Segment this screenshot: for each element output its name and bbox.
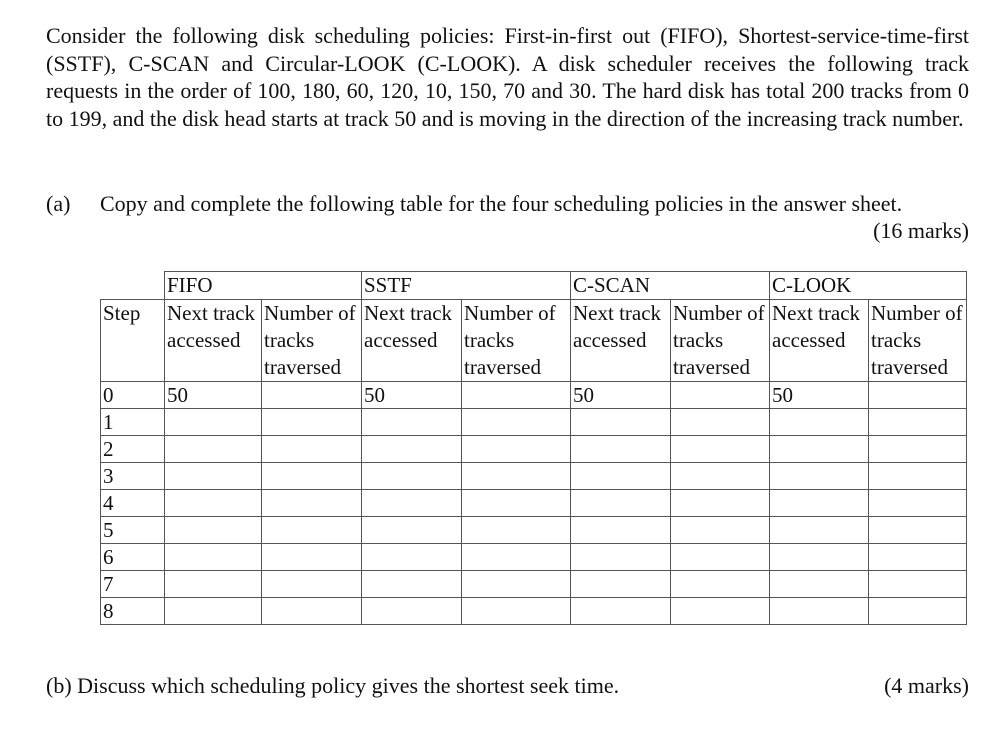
part-a-label: (a): [46, 191, 71, 216]
table-cell: [462, 436, 571, 463]
table-cell: [165, 490, 262, 517]
table-cell: [571, 598, 671, 625]
table-cell: [671, 598, 770, 625]
table-row: [101, 490, 967, 517]
table-cell: [770, 436, 869, 463]
scheduling-table: [100, 271, 967, 625]
table-cell: [671, 517, 770, 544]
cscan-next-header: Next track accessed: [571, 300, 671, 382]
table-cell: [671, 409, 770, 436]
clook-next-header: Next track accessed: [770, 300, 869, 382]
step-number: 7: [101, 571, 165, 598]
policy-fifo-header: FIFO: [165, 272, 362, 300]
column-header-row: [101, 300, 967, 382]
table-cell: [770, 517, 869, 544]
step-header: Step: [101, 300, 165, 382]
table-cell: [571, 544, 671, 571]
fifo-next-cell: 50: [165, 382, 262, 409]
table-cell: [462, 571, 571, 598]
table-cell: [869, 490, 967, 517]
clook-next-cell: 50: [770, 382, 869, 409]
cscan-count-cell: [671, 382, 770, 409]
table-cell: [869, 436, 967, 463]
table-cell: [869, 598, 967, 625]
table-cell: [165, 571, 262, 598]
table-cell: [869, 517, 967, 544]
table-cell: [165, 517, 262, 544]
table-cell: [770, 544, 869, 571]
part-a-text: Copy and complete the following table for the four scheduling policies in the answer sheet.: [100, 191, 903, 216]
table-cell: [362, 598, 462, 625]
step-number: 6: [101, 544, 165, 571]
table-cell: [671, 571, 770, 598]
table-cell: [671, 436, 770, 463]
table-cell: [165, 463, 262, 490]
table-cell: [362, 463, 462, 490]
table-cell: [262, 463, 362, 490]
sstf-count-cell: [462, 382, 571, 409]
fifo-count-header: Number of tracks traversed: [262, 300, 362, 382]
table-cell: [462, 463, 571, 490]
table-cell: [262, 490, 362, 517]
table-cell: [262, 598, 362, 625]
table-cell: [869, 544, 967, 571]
table-cell: [165, 409, 262, 436]
table-cell: [571, 490, 671, 517]
table-row: [101, 436, 967, 463]
table-cell: [362, 490, 462, 517]
table-cell: [571, 463, 671, 490]
table-cell: [671, 490, 770, 517]
table-cell: [571, 571, 671, 598]
table-row: [101, 571, 967, 598]
part-b-marks: (4 marks): [884, 673, 969, 698]
cscan-next-cell: 50: [571, 382, 671, 409]
table-cell: [165, 436, 262, 463]
table-cell: [571, 409, 671, 436]
table-cell: [462, 598, 571, 625]
table-cell: [869, 571, 967, 598]
table-cell: [262, 409, 362, 436]
table-cell: [362, 436, 462, 463]
clook-count-header: Number of tracks traversed: [869, 300, 967, 382]
table-cell: [462, 409, 571, 436]
cscan-count-header: Number of tracks traversed: [671, 300, 770, 382]
step-number: 3: [101, 463, 165, 490]
table-cell: [770, 490, 869, 517]
step-number: 2: [101, 436, 165, 463]
sstf-next-header: Next track accessed: [362, 300, 462, 382]
table-row: [101, 382, 967, 409]
question-intro: Consider the following disk scheduling policies: First-in-first out (FIFO), Shortest-service-time-first (SSTF), C-SCAN and Circular-LOOK (C-LOOK). A disk scheduler receives the following track requests in the order of 100, 180, 60, 120, 10, 150, 70 and 30. The hard disk has total 200 tracks from 0 to 199, and the disk head starts at track 50 and is moving in the direction of the increasing track number.: [46, 23, 969, 131]
table-row: [101, 517, 967, 544]
table-cell: [869, 409, 967, 436]
table-cell: [362, 571, 462, 598]
fifo-next-header: Next track accessed: [165, 300, 262, 382]
policy-clook-header: C-LOOK: [770, 272, 967, 300]
table-cell: [770, 571, 869, 598]
clook-count-cell: [869, 382, 967, 409]
table-row: [101, 598, 967, 625]
table-cell: [571, 436, 671, 463]
fifo-count-cell: [262, 382, 362, 409]
table-cell: [262, 571, 362, 598]
step-number: 8: [101, 598, 165, 625]
part-b-text: (b) Discuss which scheduling policy gives the shortest seek time.: [46, 673, 620, 698]
table-cell: [462, 544, 571, 571]
step-number: 4: [101, 490, 165, 517]
table-row: [101, 544, 967, 571]
step-number: 0: [101, 382, 165, 409]
sstf-next-cell: 50: [362, 382, 462, 409]
table-row: [101, 409, 967, 436]
table-cell: [462, 490, 571, 517]
table-cell: [362, 409, 462, 436]
table-cell: [262, 436, 362, 463]
table-cell: [262, 544, 362, 571]
table-cell: [462, 517, 571, 544]
table-cell: [671, 463, 770, 490]
table-cell: [262, 517, 362, 544]
table-cell: [362, 544, 462, 571]
table-cell: [770, 409, 869, 436]
corner-cell: [101, 272, 165, 300]
table-cell: [362, 517, 462, 544]
table-cell: [869, 463, 967, 490]
policy-cscan-header: C-SCAN: [571, 272, 770, 300]
table-cell: [165, 598, 262, 625]
step-number: 5: [101, 517, 165, 544]
policy-sstf-header: SSTF: [362, 272, 571, 300]
table-row: [101, 463, 967, 490]
table-cell: [770, 463, 869, 490]
table-cell: [671, 544, 770, 571]
sstf-count-header: Number of tracks traversed: [462, 300, 571, 382]
table-cell: [165, 544, 262, 571]
part-a-marks: (16 marks): [873, 218, 969, 243]
step-number: 1: [101, 409, 165, 436]
table-cell: [571, 517, 671, 544]
table-cell: [770, 598, 869, 625]
policy-header-row: [101, 272, 967, 300]
